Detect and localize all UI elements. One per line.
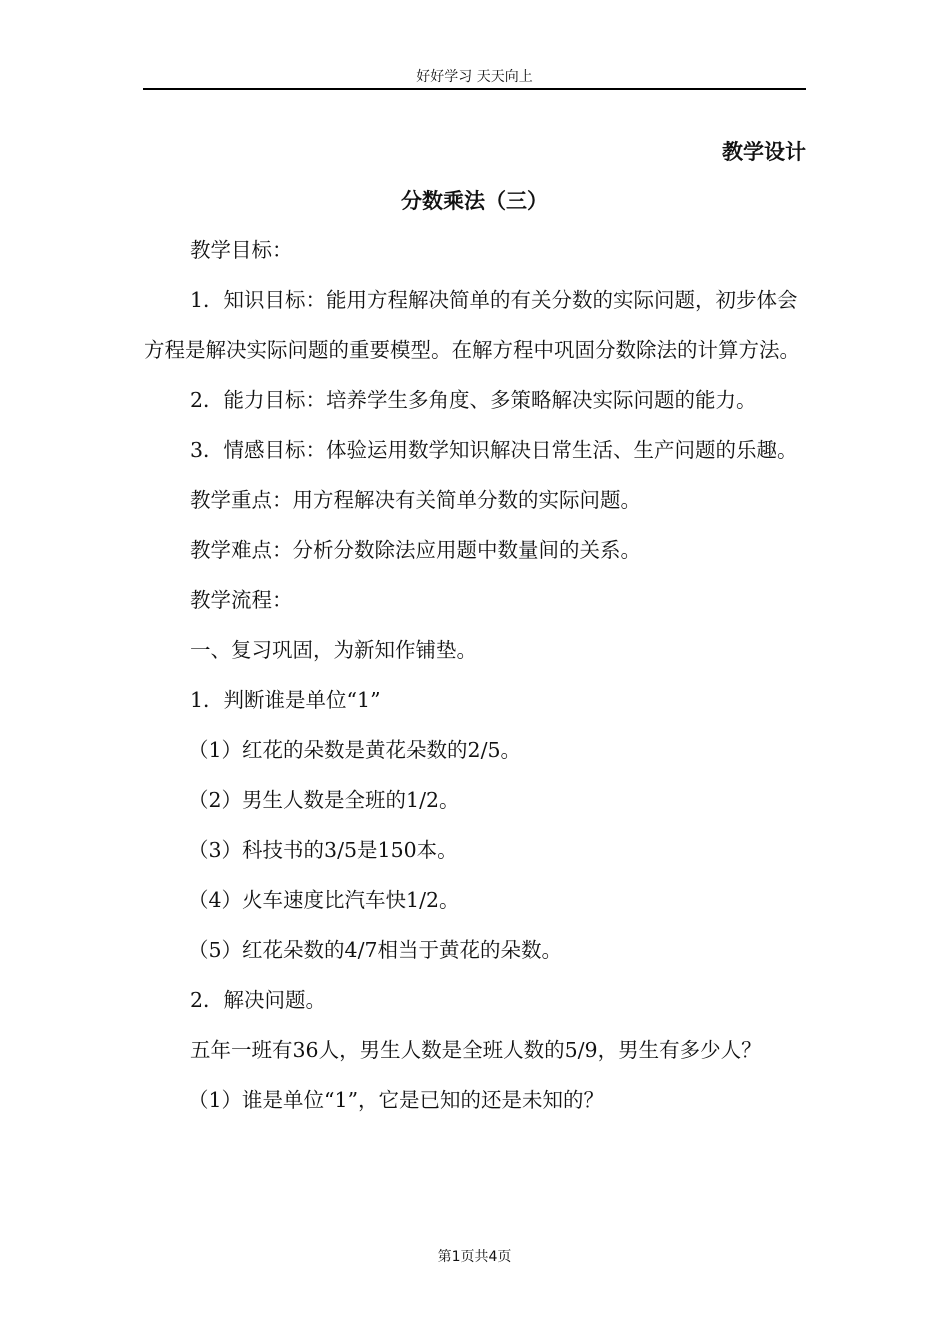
page-footer: 第1页共4页 xyxy=(437,1249,512,1265)
header-divider xyxy=(143,88,806,90)
paragraph-sub-item: （5）红花朵数的4/7相当于黄花的朵数。 xyxy=(188,938,563,962)
document-title: 分数乘法（三） xyxy=(401,189,548,213)
paragraph-key-point: 教学重点：用方程解决有关简单分数的实际问题。 xyxy=(190,488,641,512)
paragraph-sub-item: （4）火车速度比汽车快1/2。 xyxy=(188,888,460,912)
paragraph-item-solve: 2．解决问题。 xyxy=(190,988,327,1012)
paragraph-sub-item: （2）男生人数是全班的1/2。 xyxy=(188,788,460,812)
paragraph-item-judge: 1．判断谁是单位“1” xyxy=(190,688,381,712)
document-body xyxy=(144,225,808,1125)
paragraph-section-one: 一、复习巩固，为新知作铺垫。 xyxy=(190,638,477,662)
paragraph-emotion-goal: 3．情感目标：体验运用数学知识解决日常生活、生产问题的乐趣。 xyxy=(190,438,798,462)
paragraph-sub-item: （1）红花的朵数是黄花朵数的2/5。 xyxy=(188,738,522,762)
paragraph-knowledge-goal: 1．知识目标：能用方程解决简单的有关分数的实际问题，初步体会方程是解决实际问题的重要模型。在解方程中巩固分数除法的计算方法。 xyxy=(144,288,800,362)
paragraph-sub-item: （3）科技书的3/5是150本。 xyxy=(188,838,458,862)
page-header: 好好学习 天天向上 xyxy=(416,69,533,85)
paragraph-ability-goal: 2．能力目标：培养学生多角度、多策略解决实际问题的能力。 xyxy=(190,388,757,412)
paragraph-problem: 五年一班有36人，男生人数是全班人数的5/9，男生有多少人？ xyxy=(190,1038,762,1062)
paragraph-sub-item: （1）谁是单位“1”，它是已知的还是未知的？ xyxy=(188,1088,605,1112)
paragraph-difficult-point: 教学难点：分析分数除法应用题中数量间的关系。 xyxy=(190,538,641,562)
paragraph-objectives-heading: 教学目标： xyxy=(190,238,293,262)
document-label: 教学设计 xyxy=(722,140,806,164)
paragraph-process-heading: 教学流程： xyxy=(190,588,293,612)
